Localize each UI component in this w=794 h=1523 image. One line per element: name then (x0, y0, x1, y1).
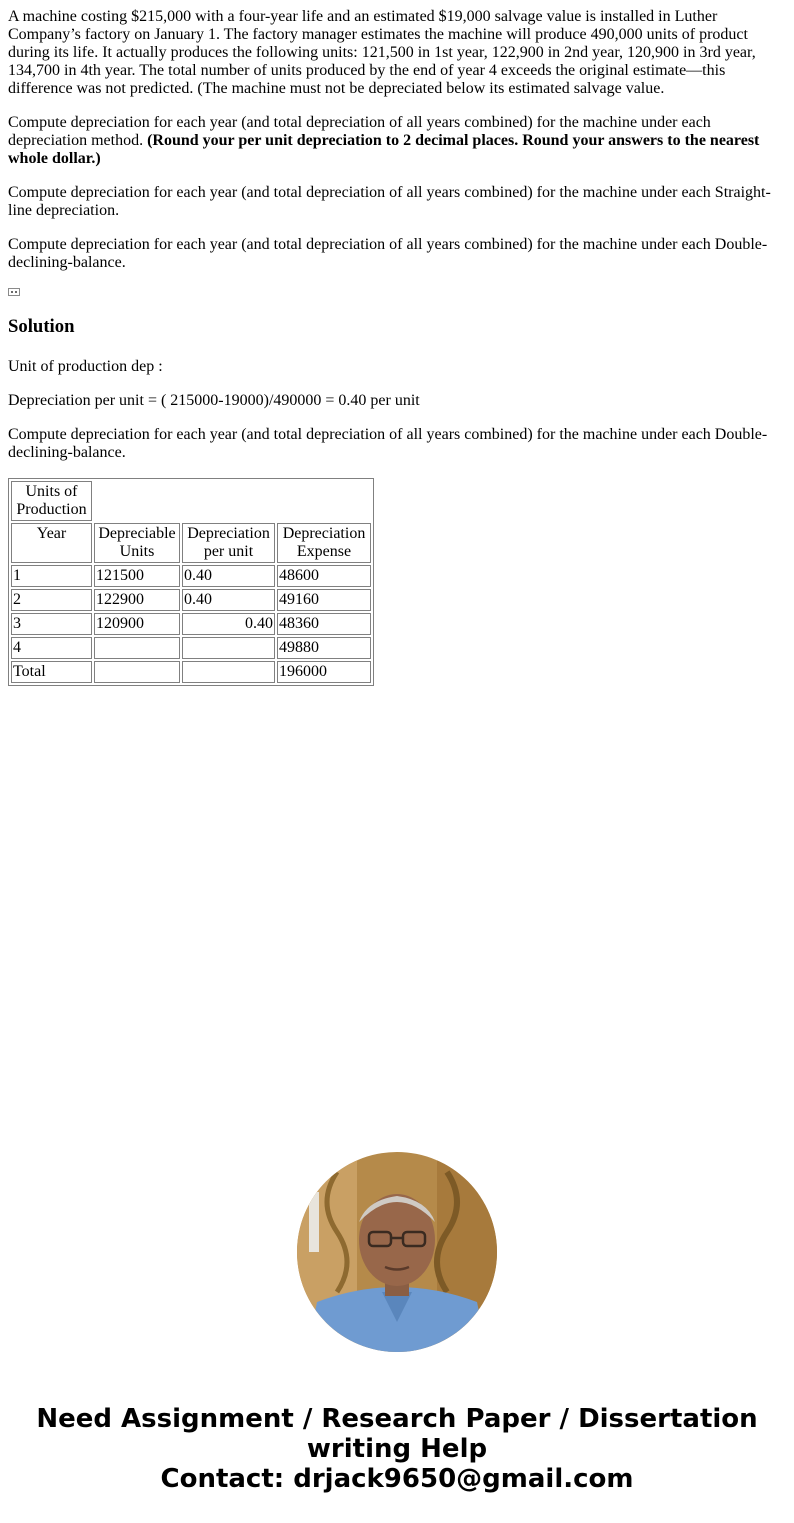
cell-expense: 49880 (277, 637, 371, 659)
solution-line-1: Unit of production dep : (8, 358, 163, 375)
cell-units: 121500 (94, 565, 180, 587)
cell-year: 2 (11, 589, 92, 611)
question-content (8, 8, 786, 686)
cell-rate: 0.40 (182, 565, 275, 587)
tutor-promo (0, 1152, 794, 1494)
rounding-note: (Round your per unit depreciation to 2 decimal places. Round your answers to the nearest whole dollar.) (8, 132, 760, 167)
cell-expense: 48360 (277, 613, 371, 635)
problem-instruction: Compute depreciation for each year (and total depreciation of all years combined) for the machine under each depreciation method. (8, 114, 711, 149)
problem-paragraph-1: A machine costing $215,000 with a four-year life and an estimated $19,000 salvage value is installed in Luther Company’s factory on January 1. The factory manager estimates the machine will produce 490,000 units of product during its life. It actually produces the following units: 121,500 in 1st year, 122,900 in 2nd year, 120,900 in 3rd year, 134,700 in 4th year. The total number of units produced by the end of year 4 exceeds the original estimate—this difference was not predicted. (The machine must not be depreciated below its estimated salvage value. (8, 8, 756, 97)
promo-text (0, 1404, 794, 1494)
cell-units (94, 661, 180, 683)
problem-paragraph-4: Compute depreciation for each year (and total depreciation of all years combined) for the machine under each Double-declining-balance. (8, 236, 768, 271)
broken-image-icon (8, 288, 20, 296)
cell-rate (182, 637, 275, 659)
cell-units (94, 637, 180, 659)
cell-rate (182, 661, 275, 683)
tutor-portrait (297, 1152, 497, 1352)
cell-rate: 0.40 (182, 589, 275, 611)
table-caption-row (11, 481, 371, 521)
cell-year: 1 (11, 565, 92, 587)
header-depreciation-expense: Depreciation Expense (277, 523, 371, 563)
table-total-row (11, 661, 371, 683)
cell-expense: 196000 (277, 661, 371, 683)
table-row (11, 589, 371, 611)
cell-units: 120900 (94, 613, 180, 635)
units-of-production-table (8, 478, 374, 686)
table-row (11, 637, 371, 659)
cell-units: 122900 (94, 589, 180, 611)
promo-contact: Contact: drjack9650@gmail.com (160, 1464, 634, 1494)
cell-year: 3 (11, 613, 92, 635)
solution-line-3: Compute depreciation for each year (and total depreciation of all years combined) for the machine under each Double-declining-balance. (8, 426, 768, 461)
problem-paragraph-2 (8, 114, 786, 168)
solution-line-2: Depreciation per unit = ( 215000-19000)/490000 = 0.40 per unit (8, 392, 420, 409)
promo-line-1: Need Assignment / Research Paper / Dissertation writing Help (36, 1404, 758, 1464)
cell-year: 4 (11, 637, 92, 659)
cell-year: Total (11, 661, 92, 683)
problem-paragraph-3: Compute depreciation for each year (and total depreciation of all years combined) for the machine under each Straight-line depreciation. (8, 184, 771, 219)
header-year: Year (11, 523, 92, 563)
table-caption-cell: Units of Production (11, 481, 92, 521)
solution-heading: Solution (8, 316, 75, 337)
cell-rate: 0.40 (182, 613, 275, 635)
table-row (11, 565, 371, 587)
table-row (11, 613, 371, 635)
cell-expense: 49160 (277, 589, 371, 611)
tutor-avatar (297, 1152, 497, 1352)
table-header-row (11, 523, 371, 563)
header-depreciation-per-unit: Depreciation per unit (182, 523, 275, 563)
header-depreciable-units: Depreciable Units (94, 523, 180, 563)
cell-expense: 48600 (277, 565, 371, 587)
